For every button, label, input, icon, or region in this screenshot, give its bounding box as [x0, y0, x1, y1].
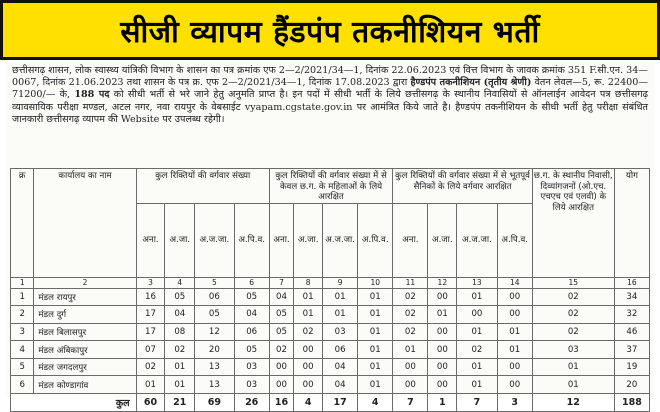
row-total: 46	[614, 323, 649, 341]
vacancy-count: 08	[165, 323, 195, 341]
notice-document	[6, 63, 654, 410]
women-reserved-count: 01	[358, 358, 393, 376]
women-reserved-count: 01	[358, 376, 393, 394]
column-number: 15	[532, 277, 614, 288]
ex-servicemen-count: 00	[497, 288, 532, 306]
vacancy-count: 06	[195, 288, 234, 306]
table-row	[11, 323, 650, 341]
totals-label: कुल	[11, 394, 137, 412]
category-header: अ.जा.	[428, 203, 457, 277]
vacancy-count: 02	[165, 341, 195, 359]
vacancy-count: 03	[234, 376, 269, 394]
women-reserved-count: 01	[323, 288, 358, 306]
ex-servicemen-count: 02	[393, 306, 428, 324]
total-ex-servicemen: 1	[428, 394, 457, 412]
notice-text-2: वेतन लेवल—5, रू. 22400—71200/— के,	[12, 77, 648, 101]
vacancy-count: 02	[136, 358, 165, 376]
header-disabled-reserved: छ.ग. के स्थानीय निवासी, दिव्यांगजनों (ओ.एच. एचएच एवं एलवी) के लिये आरक्षित	[532, 169, 614, 278]
women-reserved-count: 02	[269, 341, 293, 359]
row-office: मंडल दुर्ग	[34, 306, 136, 324]
total-vacancy-count: 21	[165, 394, 195, 412]
women-reserved-count: 04	[269, 288, 293, 306]
ex-servicemen-count: 01	[497, 341, 532, 359]
women-reserved-count: 01	[358, 341, 393, 359]
totals-row	[11, 394, 650, 412]
ex-servicemen-count: 01	[428, 306, 457, 324]
total-ex-servicemen: 7	[457, 394, 497, 412]
total-disabled-reserved: 12	[532, 394, 614, 412]
category-header: अ.ज.जा.	[457, 203, 497, 277]
category-header: अ.जा.	[165, 203, 195, 277]
header-office: कार्यालय का नाम	[34, 169, 136, 278]
row-sno: 6	[11, 376, 34, 394]
women-reserved-count: 03	[323, 323, 358, 341]
column-number-row	[11, 277, 650, 288]
column-number: 1	[11, 277, 34, 288]
category-header: अ.पि.व.	[358, 203, 393, 277]
total-vacancy-count: 69	[195, 394, 234, 412]
header-women-reserved: कुल रिक्तियों की वर्गवार संख्या में से केवल छ.ग. के महिलाओं के लिये आरक्षित	[269, 169, 393, 204]
row-office: मंडल रायपुर	[34, 288, 136, 306]
notice-post-count: 188 पद	[74, 89, 110, 101]
row-office: मंडल जगदलपुर	[34, 358, 136, 376]
vacancy-count: 13	[195, 358, 234, 376]
vacancy-count: 17	[136, 323, 165, 341]
header-row	[11, 169, 650, 204]
header-ex-servicemen-reserved: कुल रिक्तियों की वर्गवार संख्या में से भूतपूर्व सैनिकों के लिये वर्गवार आरक्षित	[393, 169, 532, 204]
vacancy-count: 17	[136, 306, 165, 324]
vacancy-count: 05	[234, 288, 269, 306]
row-total: 37	[614, 341, 649, 359]
vacancy-count: 03	[234, 358, 269, 376]
row-sno: 3	[11, 323, 34, 341]
banner-title: सीजी व्यापम हैंडपंप तकनीशियन भर्ती	[120, 14, 540, 50]
vacancy-count: 16	[136, 288, 165, 306]
row-total: 32	[614, 306, 649, 324]
table-row	[11, 376, 650, 394]
women-reserved-count: 01	[358, 306, 393, 324]
disabled-reserved-count: 02	[532, 323, 614, 341]
women-reserved-count: 00	[269, 358, 293, 376]
women-reserved-count: 05	[269, 323, 293, 341]
vacancy-count: 05	[234, 341, 269, 359]
ex-servicemen-count: 01	[393, 341, 428, 359]
vacancy-count: 05	[195, 306, 234, 324]
ex-servicemen-count: 00	[428, 341, 457, 359]
ex-servicemen-count: 01	[457, 358, 497, 376]
ex-servicemen-count: 00	[497, 306, 532, 324]
total-women-reserved: 4	[294, 394, 323, 412]
column-number: 5	[195, 277, 234, 288]
total-vacancy-count: 60	[136, 394, 165, 412]
ex-servicemen-count: 01	[497, 323, 532, 341]
header-sno: क्र	[11, 169, 34, 278]
women-reserved-count: 01	[294, 306, 323, 324]
disabled-reserved-count: 01	[532, 358, 614, 376]
category-header: अना.	[269, 203, 293, 277]
ex-servicemen-count: 00	[393, 358, 428, 376]
category-header: अना.	[136, 203, 165, 277]
row-sno: 2	[11, 306, 34, 324]
row-sno: 1	[11, 288, 34, 306]
header-grand-total: योग	[614, 169, 649, 278]
grand-total: 188	[614, 394, 649, 412]
category-header: अ.जा.	[294, 203, 323, 277]
column-number: 6	[234, 277, 269, 288]
ex-servicemen-count: 02	[457, 341, 497, 359]
row-sno: 4	[11, 341, 34, 359]
category-header: अ.ज.जा.	[195, 203, 234, 277]
category-header: अ.पि.व.	[497, 203, 532, 277]
vacancy-count: 01	[165, 376, 195, 394]
ex-servicemen-count: 00	[428, 376, 457, 394]
vacancy-count: 05	[165, 288, 195, 306]
vacancy-count: 04	[234, 306, 269, 324]
women-reserved-count: 05	[269, 306, 293, 324]
column-number: 4	[165, 277, 195, 288]
notice-paragraph	[6, 63, 654, 126]
row-office: मंडल कोण्डागांव	[34, 376, 136, 394]
row-total: 20	[614, 376, 649, 394]
row-total: 34	[614, 288, 649, 306]
ex-servicemen-count: 00	[428, 323, 457, 341]
vacancy-count: 13	[195, 376, 234, 394]
women-reserved-count: 06	[323, 341, 358, 359]
table-row	[11, 341, 650, 359]
notice-post-name: हैण्डपंप तकनीशियन (तृतीय श्रेणी)	[410, 77, 532, 89]
total-vacancy-count: 26	[234, 394, 269, 412]
vacancy-count: 07	[136, 341, 165, 359]
women-reserved-count: 04	[323, 376, 358, 394]
column-number: 8	[294, 277, 323, 288]
women-reserved-count: 00	[269, 376, 293, 394]
total-ex-servicemen: 3	[497, 394, 532, 412]
table-row	[11, 306, 650, 324]
total-women-reserved: 17	[323, 394, 358, 412]
ex-servicemen-count: 01	[457, 323, 497, 341]
disabled-reserved-count: 03	[532, 341, 614, 359]
table-row	[11, 288, 650, 306]
column-number: 3	[136, 277, 165, 288]
women-reserved-count: 02	[294, 323, 323, 341]
table-row	[11, 358, 650, 376]
ex-servicemen-count: 01	[457, 376, 497, 394]
title-banner	[0, 0, 660, 60]
ex-servicemen-count: 02	[393, 323, 428, 341]
column-number: 13	[457, 277, 497, 288]
ex-servicemen-count: 00	[457, 306, 497, 324]
ex-servicemen-count: 02	[393, 288, 428, 306]
row-office: मंडल बिलासपुर	[34, 323, 136, 341]
women-reserved-count: 00	[294, 341, 323, 359]
column-number: 9	[323, 277, 358, 288]
ex-servicemen-count: 01	[457, 288, 497, 306]
vacancy-count: 06	[234, 323, 269, 341]
women-reserved-count: 00	[294, 376, 323, 394]
women-reserved-count: 00	[294, 358, 323, 376]
vacancy-count: 01	[165, 358, 195, 376]
column-number: 11	[393, 277, 428, 288]
ex-servicemen-count: 00	[393, 376, 428, 394]
column-number: 14	[497, 277, 532, 288]
row-office: मंडल अंबिकापुर	[34, 341, 136, 359]
women-reserved-count: 04	[323, 358, 358, 376]
column-number: 12	[428, 277, 457, 288]
vacancy-count: 01	[136, 376, 165, 394]
total-women-reserved: 4	[358, 394, 393, 412]
total-women-reserved: 16	[269, 394, 293, 412]
column-number: 16	[614, 277, 649, 288]
total-ex-servicemen: 7	[393, 394, 428, 412]
vacancy-count: 04	[165, 306, 195, 324]
vacancy-count: 12	[195, 323, 234, 341]
column-number: 7	[269, 277, 293, 288]
women-reserved-count: 01	[294, 288, 323, 306]
header-total-vacancies: कुल रिक्तियों की वर्गवार संख्या	[136, 169, 269, 204]
disabled-reserved-count: 01	[532, 376, 614, 394]
row-sno: 5	[11, 358, 34, 376]
row-total: 19	[614, 358, 649, 376]
ex-servicemen-count: 00	[497, 358, 532, 376]
ex-servicemen-count: 00	[497, 376, 532, 394]
notice-text-1: छत्तीसगढ़ शासन, लोक स्वास्थ्य यांत्रिकी विभाग के शासन का पत्र क्रमांक एफ 2—2/2021/34—1, दिनांक 22.06.2023 एवं वित्त विभाग के जावक क्रमांक 351 F.सी.एन. 34—0067, दिनांक 21.06.2023 तथा शासन के पत्र क्र. एफ 2—2/2021/34—1, दिनांक 17.08.2023 द्वारा	[12, 65, 648, 89]
vacancy-table-body	[11, 277, 650, 412]
category-header: अ.ज.जा.	[323, 203, 358, 277]
women-reserved-count: 01	[323, 306, 358, 324]
notice-text-3: को सीधी भर्ती से भरे जाने हेतु अनुमति प्राप्त है। इन पदों में सीधी भर्ती के लिये छत्तीसगढ़ के स्थानीय निवासियों से ऑनलाईन आवेदन पत्र छत्तीसगढ़ व्यावसायिक परीक्षा मण्डल, अटल नगर, नवा रायपुर के वेबसाईट vyapam.cgstate.gov.in पर आमंत्रित किये जाते है। हैण्डपंप तकनीशियन के सीधी भर्ती हेतु परीक्षा संबंधित जानकारी छत्तीसगढ़ व्यापम की Website पर उपलब्ध रहेगी।	[12, 89, 649, 125]
disabled-reserved-count: 02	[532, 306, 614, 324]
vacancy-table	[10, 168, 650, 412]
ex-servicemen-count: 00	[428, 288, 457, 306]
women-reserved-count: 01	[358, 288, 393, 306]
category-header: अना.	[393, 203, 428, 277]
disabled-reserved-count: 02	[532, 288, 614, 306]
ex-servicemen-count: 00	[428, 358, 457, 376]
column-number: 10	[358, 277, 393, 288]
column-number: 2	[34, 277, 136, 288]
women-reserved-count: 01	[358, 323, 393, 341]
vacancy-count: 20	[195, 341, 234, 359]
category-header: अ.पि.व.	[234, 203, 269, 277]
